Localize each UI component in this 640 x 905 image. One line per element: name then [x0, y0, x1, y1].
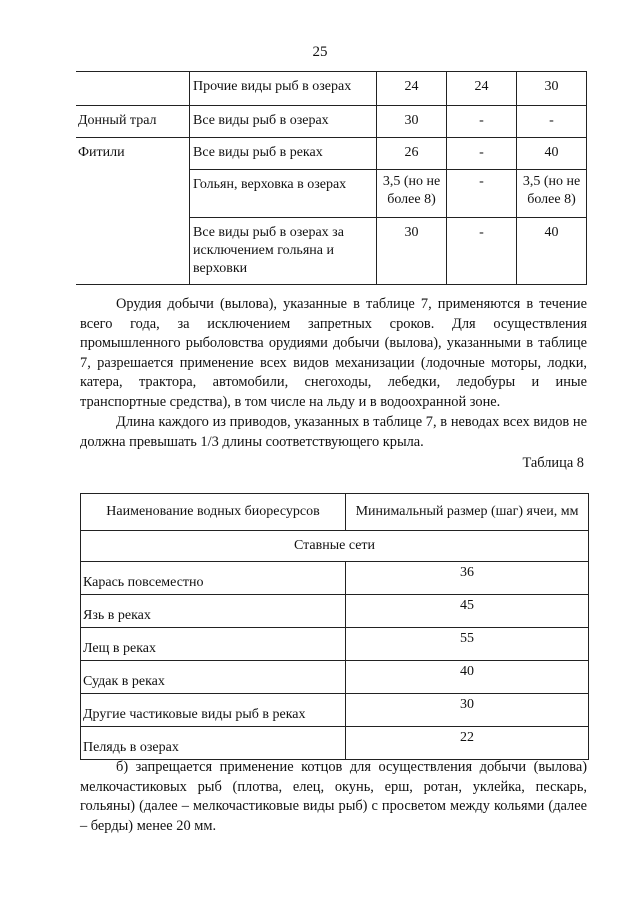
mesh-size-cell: 40: [346, 661, 589, 694]
mesh-size-cell: 36: [346, 562, 589, 595]
species-name-cell: Пелядь в озерах: [81, 727, 346, 760]
value-cell: 24: [447, 72, 517, 106]
table-8: [80, 493, 589, 760]
table-row: [81, 694, 589, 727]
value-cell: -: [447, 218, 517, 285]
table-header-row: [81, 494, 589, 531]
value-cell: 40: [517, 218, 587, 285]
species-cell: Прочие виды рыб в озерах: [190, 72, 377, 106]
species-name-cell: Лещ в реках: [81, 628, 346, 661]
section-title: Ставные сети: [81, 531, 589, 562]
paragraph-gear-usage: Орудия добычи (вылова), указанные в таблице 7, применяются в течение всего года, за исключением запретных сроков. Для осуществления промышленного рыболовства орудиями добычи (вылова), указанными в таблице 7, разрешается применение всех видов механизации (лодочные моторы, лодки, катера, трактора, автомобили, снегоходы, лебедки, ледобуры и иные транспортные средства), в том числе на льду и в водоохранной зоне.: [80, 296, 587, 410]
species-cell: Все виды рыб в озерах за исключением гольяна и верховки: [190, 218, 377, 285]
table-row: [81, 628, 589, 661]
species-name-cell: Судак в реках: [81, 661, 346, 694]
value-cell: 26: [377, 138, 447, 170]
table-row: [76, 72, 587, 106]
table-8-caption: Таблица 8: [522, 455, 584, 471]
table-row: [81, 727, 589, 760]
species-cell: Гольян, верховка в озерах: [190, 170, 377, 218]
column-header-name: Наименование водных биоресурсов: [81, 494, 346, 531]
value-cell: 3,5 (но не более 8): [517, 170, 587, 218]
value-cell: 24: [377, 72, 447, 106]
value-cell: 30: [377, 218, 447, 285]
table-row: [81, 595, 589, 628]
value-cell: -: [517, 106, 587, 138]
paragraph-drive-length: Длина каждого из приводов, указанных в таблице 7, в неводах всех видов не должна превышать 1/3 длины соответствующего крыла.: [80, 414, 587, 450]
mesh-size-cell: 45: [346, 595, 589, 628]
value-cell: -: [447, 170, 517, 218]
mesh-size-cell: 30: [346, 694, 589, 727]
paragraph-kotsy-ban: б) запрещается применение котцов для осуществления добычи (вылова) мелкочастиковых рыб (плотва, елец, окунь, ерш, ротан, уклейка, пескарь, гольяны) (далее – мелкочастиковые виды рыб) с просветом между кольями (далее – берды) менее 20 мм.: [80, 759, 587, 834]
table-row: [81, 562, 589, 595]
table-7-continued: [76, 71, 587, 285]
table-row: [76, 106, 587, 138]
species-cell: Все виды рыб в озерах: [190, 106, 377, 138]
species-cell: Все виды рыб в реках: [190, 138, 377, 170]
gear-cell: Донный трал: [76, 106, 190, 138]
value-cell: -: [447, 138, 517, 170]
mesh-size-cell: 22: [346, 727, 589, 760]
gear-cell: Фитили: [76, 138, 190, 285]
species-name-cell: Карась повсеместно: [81, 562, 346, 595]
species-name-cell: Другие частиковые виды рыб в реках: [81, 694, 346, 727]
value-cell: 40: [517, 138, 587, 170]
page-number: 25: [312, 44, 328, 60]
value-cell: 3,5 (но не более 8): [377, 170, 447, 218]
value-cell: 30: [517, 72, 587, 106]
table-row: [76, 138, 587, 170]
table-section-row: [81, 531, 589, 562]
mesh-size-cell: 55: [346, 628, 589, 661]
table-row: [81, 661, 589, 694]
value-cell: -: [447, 106, 517, 138]
value-cell: 30: [377, 106, 447, 138]
species-name-cell: Язь в реках: [81, 595, 346, 628]
column-header-size: Минимальный размер (шаг) ячеи, мм: [346, 494, 589, 531]
gear-cell: [76, 72, 190, 106]
